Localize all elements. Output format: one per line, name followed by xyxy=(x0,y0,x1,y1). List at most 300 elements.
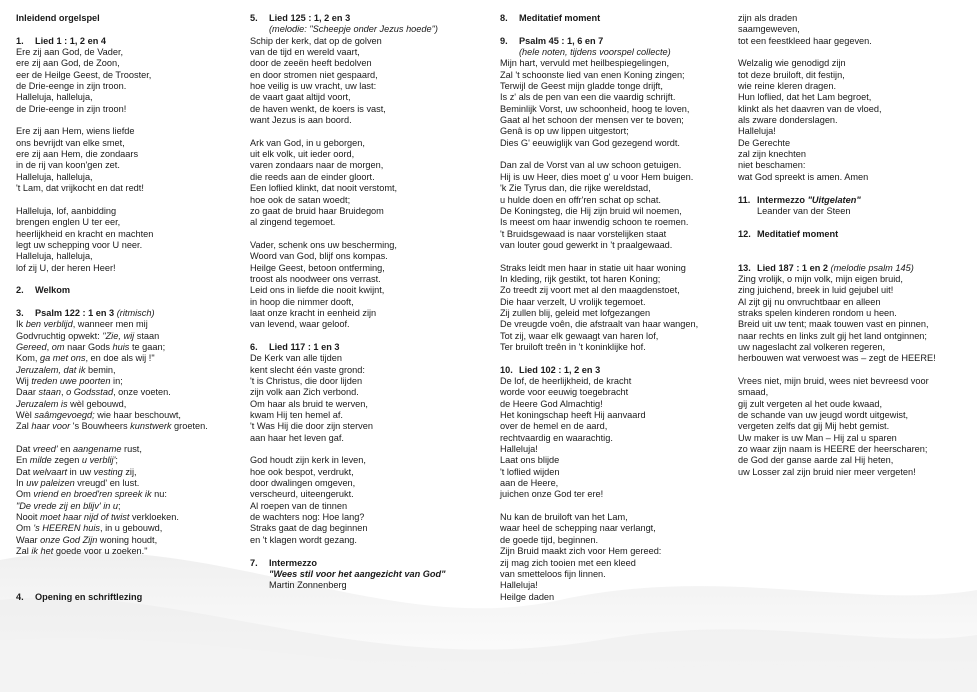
verse-line: Die haar verzelt, U vrolijk tegemoet. xyxy=(500,296,646,307)
verse-line xyxy=(16,376,241,387)
verse-line: troost als noodweer ons verrast. xyxy=(250,273,381,284)
verse-line: van de tijd en wereld vaart, xyxy=(250,47,360,58)
spacer xyxy=(250,331,490,342)
verse-line: juichen onze God ter ere! xyxy=(500,489,604,500)
verse-line: 't Was Hij die door zijn sterven xyxy=(250,421,373,432)
verse-line: Zo treedt zij voort met al den maagdenstoet, xyxy=(500,285,680,296)
verse-line: want Jezus is aan boord. xyxy=(250,115,352,126)
verse-line: zo waar zijn naam is HEERE der heerscharen; xyxy=(738,444,928,455)
verse xyxy=(500,376,735,501)
verse-line: door dwalingen omgeven, xyxy=(250,478,356,489)
verse-line: zijn als draden xyxy=(738,13,798,23)
item-title: Lied 117 : 1 en 3 xyxy=(269,341,340,352)
verse xyxy=(250,36,490,127)
verse-line: u hulde doen en offr'ren schat op schat. xyxy=(500,194,661,205)
verse-segment: rust, xyxy=(121,444,142,455)
verse-line: wie reine kleren dragen. xyxy=(738,81,837,92)
verse-segment: zegen xyxy=(51,455,82,466)
verse-line: de haven wenkt, de koers is vast, xyxy=(250,103,386,114)
verse-line xyxy=(16,399,241,410)
verse-line: zo gaat de bruid haar Bruidegom xyxy=(250,205,384,216)
verse-segment: Om xyxy=(16,523,34,534)
verse xyxy=(16,126,241,194)
verse-line: In kleding, rijk gestikt, tot haren Koning; xyxy=(500,273,661,284)
item-title: Intermezzo xyxy=(757,194,805,205)
verse-line: die reeds aan de einder gloort. xyxy=(250,171,375,182)
verse-segment: ga met ons xyxy=(40,353,86,364)
spacer xyxy=(16,580,241,591)
verse-segment: Kom, xyxy=(16,353,40,364)
item-number: 8. xyxy=(500,13,508,23)
spacer xyxy=(500,501,735,512)
verse-line: 't loflied wijden xyxy=(500,466,560,477)
verse-line: de Drie-eenge in zijn troon. xyxy=(16,81,127,92)
verse-line: en 't klagen wordt gezang. xyxy=(250,534,357,545)
verse-line xyxy=(16,421,241,432)
verse-line: waar heel de schepping naar verlangt, xyxy=(500,523,656,534)
column-2 xyxy=(250,13,490,592)
spacer xyxy=(16,558,241,569)
verse-segment: verkloeken. xyxy=(129,512,179,523)
verse-line: hoe ook de satan woedt; xyxy=(250,194,351,205)
item-title: Intermezzo xyxy=(269,557,317,568)
item-title: Lied 187 : 1 en 2 xyxy=(757,262,828,273)
verse-line: Zing vrolijk, o mijn volk, mijn eigen bruid, xyxy=(738,273,903,284)
verse-segment: staan xyxy=(38,387,61,398)
verse-line: lof zij U, der heren Heer! xyxy=(16,262,116,273)
verse-segment: Zal xyxy=(16,421,32,432)
item-title: Welkom xyxy=(35,285,71,296)
verse-line xyxy=(16,501,241,512)
verse-line: Mijn hart, vervuld met heilbespiegelingen, xyxy=(500,58,670,69)
spacer xyxy=(500,149,735,160)
verse-line: Beminlijk Vorst, uw schoonheid, hoog te loven, xyxy=(500,103,690,114)
verse-line xyxy=(16,319,241,330)
verse-line: klinkt als het daavren van de vloed, xyxy=(738,103,882,114)
item-number: 5. xyxy=(250,13,258,23)
spacer xyxy=(16,115,241,126)
verse-line: laat onze kracht in eenheid zijn xyxy=(250,307,377,318)
verse-line: Schip der kerk, dat op de golven xyxy=(250,35,382,46)
item-number: 11. xyxy=(738,194,751,205)
verse-segment: Wèl xyxy=(16,410,35,421)
verse-line: hoe ook bespot, verdrukt, xyxy=(250,466,354,477)
verse-line: Zijn Bruid maakt zich voor Hem gereed: xyxy=(500,546,662,557)
verse-line: Al roepen van de tinnen xyxy=(250,500,348,511)
verse xyxy=(250,138,490,229)
item-heading xyxy=(250,558,490,569)
verse-line: Nu kan de bruiloft van het Lam, xyxy=(500,512,628,523)
item-subnote: (hele noten, tijdens voorspel collecte) xyxy=(519,47,671,58)
spacer xyxy=(250,126,490,137)
spacer xyxy=(500,251,735,262)
verse-line: Terwijl de Geest mijn gladde tonge drijft, xyxy=(500,81,663,92)
item-title: Psalm 45 : 1, 6 en 7 xyxy=(519,35,604,46)
verse-segment: , xyxy=(46,341,52,352)
verse-segment: om xyxy=(51,341,65,352)
verse-line: Ter bruiloft treên in 't koninklijke hof. xyxy=(500,341,646,352)
verse-line: Ark van God, in u geborgen, xyxy=(250,137,365,148)
verse-line xyxy=(16,478,241,489)
verse-line: vergeten zelfs dat gij Mij hebt gemist. xyxy=(738,421,890,432)
verse-segment: "De vrede zij en blijv' in u xyxy=(16,500,119,511)
item-number: 10. xyxy=(500,364,513,375)
verse xyxy=(250,353,490,444)
verse-segment: vreed' xyxy=(32,444,58,455)
verse xyxy=(16,319,241,432)
verse-segment: Gereed xyxy=(16,341,47,352)
verse-line: 't Lam, dat vrijkocht en dat redt! xyxy=(16,183,144,194)
item-number: 4. xyxy=(16,591,24,602)
verse xyxy=(738,274,973,365)
spacer xyxy=(250,546,490,557)
verse-line: Dan zal de Vorst van al uw schoon getuigen. xyxy=(500,160,682,171)
verse-segment: wie haar beschouwt, xyxy=(94,410,181,421)
verse-segment: , wanneer men mij xyxy=(72,319,148,330)
verse-line: in hoop die nimmer dooft, xyxy=(250,296,354,307)
item-subnote: (melodie: "Scheepje onder Jezus hoede") xyxy=(269,24,438,35)
verse-line: tot deze bruiloft, dit festijn, xyxy=(738,69,845,80)
verse-line: over de hemel en de aard, xyxy=(500,421,608,432)
item-heading xyxy=(738,263,973,274)
item-number: 6. xyxy=(250,341,258,352)
item-subtitle: "Wees stil voor het aangezicht van God" xyxy=(269,568,446,579)
verse-line: Leid ons in liefde die nooit kwijnt, xyxy=(250,285,385,296)
verse-line xyxy=(16,535,241,546)
verse-line: zijn volk aan Zich verbond. xyxy=(250,387,359,398)
spacer xyxy=(250,444,490,455)
verse-line: en door stromen niet gespaard, xyxy=(250,69,378,80)
verse-segment: Dat xyxy=(16,444,33,455)
verse-line xyxy=(16,387,241,398)
verse-segment: , in u gebouwd, xyxy=(99,523,163,534)
verse-segment: , xyxy=(60,387,67,398)
verse-line xyxy=(16,546,241,557)
item-heading xyxy=(250,342,490,353)
verse-line: eer de Heilge Geest, de Trooster, xyxy=(16,69,152,80)
verse-line: Al zijt gij nu onvruchtbaar en alleen xyxy=(738,296,881,307)
verse-segment: Dat xyxy=(16,466,33,477)
verse-segment: Waar xyxy=(16,534,41,545)
verse-segment: Jeruzalem is xyxy=(16,398,68,409)
verse-line: Zal 't schoonste lied van enen Koning zingen; xyxy=(500,69,685,80)
spacer xyxy=(16,297,241,308)
verse-segment: vesting xyxy=(93,466,123,477)
verse-line: God houdt zijn kerk in leven, xyxy=(250,455,366,466)
verse-segment: Nooit xyxy=(16,512,41,523)
verse-segment: Godvruchtig opwekt: xyxy=(16,330,103,341)
verse-line: Om haar als bruid te werven, xyxy=(250,398,368,409)
verse-line: Een loflied klinkt, dat nooit verstomt, xyxy=(250,183,398,194)
verse-line xyxy=(16,365,241,376)
verse-line: Halleluja! xyxy=(500,444,538,455)
item-number: 1. xyxy=(16,35,24,46)
verse-segment: Om xyxy=(16,489,34,500)
verse-line: de Heere God Almachtig! xyxy=(500,398,603,409)
verse-segment: haar voor xyxy=(31,421,71,432)
verse-line: zal zijn knechten xyxy=(738,149,806,160)
verse-segment: aangename xyxy=(72,444,122,455)
verse-segment: naar Gods xyxy=(64,341,113,352)
verse-line: Breid uit uw tent; maak touwen vast en pinnen, xyxy=(738,319,929,330)
verse-line: varen zondaars naar de morgen, xyxy=(250,160,384,171)
spacer xyxy=(16,569,241,580)
item-number: 12. xyxy=(738,228,751,239)
verse-segment: 's HEEREN huis xyxy=(33,523,100,534)
verse-line: ons bevrijdt van elke smet, xyxy=(16,137,125,148)
verse-segment: 's Bouwheers xyxy=(70,421,131,432)
verse-line: heerlijkheid en kracht en machten xyxy=(16,228,154,239)
column-3 xyxy=(500,13,735,603)
verse-line: de Drie-eenge in zijn troon! xyxy=(16,103,127,114)
verse-line: Ere zij aan Hem, wiens liefde xyxy=(16,126,135,137)
verse-line: verscheurd, uiteengerukt. xyxy=(250,489,354,500)
verse-line: al zingend tegemoet. xyxy=(250,217,336,228)
verse-segment: nu: xyxy=(151,489,167,500)
verse-line: Vrees niet, mijn bruid, wees niet bevreesd voor xyxy=(738,376,929,386)
verse-segment: Daar xyxy=(16,387,39,398)
verse-segment: In xyxy=(16,478,27,489)
item-heading xyxy=(16,308,241,319)
verse-line: worde voor eeuwig toegebracht xyxy=(500,387,629,398)
verse-line: uw Losser zal zijn bruid nier meer vergeten! xyxy=(738,466,916,477)
verse-segment: groeten. xyxy=(171,421,208,432)
verse-line: uw nageslacht zal volkeren regeren, xyxy=(738,341,886,352)
verse-segment: ben verblijd xyxy=(25,319,73,330)
verse-line: Halleluja! xyxy=(738,126,776,137)
verse-line: 't Bruidsgewaad is naar vorstelijken staat xyxy=(500,228,667,239)
item-title: Meditatief moment xyxy=(757,228,839,239)
verse-segment: goede voor u zoeken." xyxy=(53,546,148,557)
verse-segment: en xyxy=(57,444,73,455)
verse-segment: te gaan; xyxy=(129,341,166,352)
verse-line: Zij zullen blij, geleid met lofgezangen xyxy=(500,307,651,318)
verse-segment: saâmgevoegd; xyxy=(34,410,95,421)
verse-line: Welzalig wie genodigd zijn xyxy=(738,58,846,69)
item-title: Lied 102 : 1, 2 en 3 xyxy=(519,364,601,375)
item-note: (ritmisch) xyxy=(116,307,155,318)
verse-segment: welvaart xyxy=(32,466,68,477)
verse-line: Het koningschap heeft Hij aanvaard xyxy=(500,410,646,421)
verse xyxy=(738,13,973,47)
verse-line: Woord van God, blijf ons kompas. xyxy=(250,251,388,262)
verse-line: Is z' als de pen van een die vaardig schrijft. xyxy=(500,92,676,103)
verse xyxy=(250,455,490,546)
verse xyxy=(500,160,735,251)
verse-line: Halleluja, lof, aanbidding xyxy=(16,205,117,216)
verse-segment: treden uwe poorten xyxy=(31,376,111,386)
verse-line: zing juichend, breek in luid gejubel uit! xyxy=(738,285,894,296)
verse-segment: , onze voeten. xyxy=(113,387,171,398)
verse xyxy=(16,206,241,274)
verse-line xyxy=(16,489,241,500)
verse-segment: u verblij' xyxy=(81,455,116,466)
spacer xyxy=(738,365,973,376)
verse-line: Vader, schenk ons uw bescherming, xyxy=(250,239,397,250)
verse-segment: staan xyxy=(134,330,160,341)
verse-line: smaad, xyxy=(738,387,769,398)
verse-line: brengen englen U ter eer, xyxy=(16,217,121,228)
verse-line xyxy=(16,444,241,455)
verse-line: Straks gaat de dag beginnen xyxy=(250,523,368,534)
verse xyxy=(500,512,735,603)
verse xyxy=(250,240,490,331)
verse-line: van levend, waar geloof. xyxy=(250,319,350,330)
verse xyxy=(738,376,973,478)
item-number: 13. xyxy=(738,262,751,273)
spacer xyxy=(738,183,973,194)
verse-line xyxy=(16,342,241,353)
item-heading xyxy=(738,195,973,206)
verse-line: Straks leidt men haar in statie uit haar woning xyxy=(500,262,686,273)
verse-line: niet beschamen: xyxy=(738,160,806,171)
verse-line xyxy=(16,410,241,421)
spacer xyxy=(738,47,973,58)
verse-segment: woning houdt, xyxy=(97,534,158,545)
item-title: Meditatief moment xyxy=(519,13,601,23)
verse-segment: Wij xyxy=(16,376,32,386)
verse-line: Is meest om haar inwendig schoon te roemen. xyxy=(500,217,689,228)
spacer xyxy=(16,433,241,444)
verse-line: ere zij aan Hem, die zondaars xyxy=(16,149,139,160)
verse-segment: bemin, xyxy=(85,364,116,375)
verse-line: De lof, de heerlijkheid, de kracht xyxy=(500,376,632,386)
item-heading xyxy=(16,285,241,296)
spacer xyxy=(500,24,735,35)
verse-line: Heilge daden xyxy=(500,591,555,602)
verse-segment: milde xyxy=(29,455,52,466)
verse-line: Halleluja! xyxy=(500,580,538,591)
verse-line xyxy=(16,331,241,342)
verse-line: 't is Christus, die door lijden xyxy=(250,376,363,386)
verse-line: de God der ganse aarde zal Hij heten, xyxy=(738,455,894,466)
item-heading xyxy=(16,592,241,603)
verse-segment: uw paleizen xyxy=(26,478,75,489)
verse-line: Genâ is op uw lippen uitgestort; xyxy=(500,126,629,137)
verse-line: uit elk volk, uit ieder oord, xyxy=(250,149,355,160)
verse-segment: vreugd' en lust. xyxy=(74,478,140,489)
verse-line: rechtvaardig en waarachtig. xyxy=(500,432,613,443)
verse xyxy=(738,58,973,183)
verse-line: door de zeeën heeft bedolven xyxy=(250,58,372,69)
item-heading xyxy=(500,365,735,376)
item-note: (melodie psalm 145) xyxy=(830,262,914,273)
item-subtitle: "Uitgelaten" xyxy=(807,194,861,205)
verse-line: Halleluja, halleluja, xyxy=(16,171,93,182)
verse-segment: ; xyxy=(115,455,118,466)
verse-segment: Ik xyxy=(16,319,26,330)
verse-line xyxy=(16,523,241,534)
verse-line: van louter goud gewerkt in 't praalgewaad. xyxy=(500,239,673,250)
verse-line: De Koningsteg, die Hij zijn bruid wil noemen, xyxy=(500,205,682,216)
verse-line: als zware donderslagen. xyxy=(738,115,838,126)
verse-line: legt uw schepping voor U neer. xyxy=(16,239,143,250)
verse-line: Hij is uw Heer, dies moet g' u voor Hem buigen. xyxy=(500,171,694,182)
verse-line: Gaat al het schoon der mensen ver te boven; xyxy=(500,115,684,126)
verse xyxy=(16,47,241,115)
verse-line xyxy=(16,353,241,364)
item-number: 9. xyxy=(500,35,508,46)
verse-segment: huis xyxy=(112,341,130,352)
verse-line: hoe veilig is uw vracht, uw last: xyxy=(250,81,377,92)
verse-segment: vriend en broed'ren spreek ik xyxy=(33,489,152,500)
verse xyxy=(500,58,735,149)
spacer xyxy=(16,195,241,206)
verse-line: De Gerechte xyxy=(738,137,791,148)
verse-segment: in; xyxy=(110,376,123,386)
verse-segment: wèl gebouwd, xyxy=(67,398,127,409)
section-title: Inleidend orgelspel xyxy=(16,13,100,23)
verse-line: herbouwen wat verwoest was – zegt de HEERE! xyxy=(738,353,936,364)
verse-segment: En xyxy=(16,455,30,466)
verse-line: de vaart gaat altijd voort, xyxy=(250,92,351,103)
spacer xyxy=(738,217,973,228)
item-heading xyxy=(250,13,490,24)
verse-line: gij zult vergeten al het oude kwaad, xyxy=(738,398,883,409)
spacer xyxy=(250,229,490,240)
verse-segment: zij, xyxy=(122,466,137,477)
verse-line: van smetteloos fijn linnen. xyxy=(500,568,606,579)
column-4 xyxy=(738,13,973,478)
spacer xyxy=(738,251,973,262)
verse-line: in de rij van koon'gen zet. xyxy=(16,160,120,171)
verse-line xyxy=(16,467,241,478)
verse-line: kwam Hij ten hemel af. xyxy=(250,410,343,421)
item-title: Lied 1 : 1, 2 en 4 xyxy=(35,35,106,46)
verse-segment: o Godsstad xyxy=(66,387,114,398)
verse-segment: ; xyxy=(118,500,121,511)
verse-line: Dies G' eeuwiglijk van God gezegend wordt. xyxy=(500,137,680,148)
verse-line: De vreugde voên, die afstraalt van haar wangen, xyxy=(500,319,699,330)
verse-line xyxy=(16,512,241,523)
verse-segment: moet haar nijd of twist xyxy=(40,512,130,523)
verse-line: zij mag zich tooien met een kleed xyxy=(500,557,636,568)
item-heading xyxy=(500,13,735,24)
verse-line: aan haar het leven gaf. xyxy=(250,432,344,443)
verse xyxy=(500,263,735,354)
verse-line: Ere zij aan God, de Vader, xyxy=(16,47,124,58)
verse-line: tot een feestkleed haar gegeven. xyxy=(738,35,872,46)
verse-line: Tot zij, waar elk gewaagt van haren lof, xyxy=(500,330,659,341)
verse-line: Heilge Geest, betoon ontferming, xyxy=(250,262,385,273)
item-heading xyxy=(500,36,735,47)
item-number: 3. xyxy=(16,307,24,318)
verse-line: Halleluja, halleluja, xyxy=(16,92,93,103)
verse-segment: onze God Zijn xyxy=(40,534,98,545)
verse-line: Hun loflied, dat het Lam begroet, xyxy=(738,92,872,103)
column-1 xyxy=(16,13,241,603)
spacer xyxy=(738,240,973,251)
verse-segment: in uw xyxy=(67,466,94,477)
spacer xyxy=(16,274,241,285)
verse-segment: ik het xyxy=(31,546,54,557)
item-heading xyxy=(738,229,973,240)
item-heading xyxy=(16,36,241,47)
verse-line: 'k Zie Tyrus dan, die rijke wereldstad, xyxy=(500,183,651,194)
verse-line: de goede tijd, beginnen. xyxy=(500,534,599,545)
verse-segment: kunstwerk xyxy=(130,421,172,432)
verse-line: wat God spreekt is amen. Amen xyxy=(738,171,869,182)
verse-line: saamgeweven, xyxy=(738,24,800,35)
verse-line: straks spelen kinderen rondom u heen. xyxy=(738,307,897,318)
composer-name: Leander van der Steen xyxy=(757,205,851,216)
verse-line: de schande van uw jeugd wordt uitgewist, xyxy=(738,410,909,421)
composer-name: Martin Zonnenberg xyxy=(269,580,347,591)
verse-line xyxy=(16,455,241,466)
verse-segment: "Zie, wij xyxy=(102,330,135,341)
verse-line: kent slecht één vaste grond: xyxy=(250,364,365,375)
verse-line: naar rechts en links zult gij het land ontginnen; xyxy=(738,330,927,341)
